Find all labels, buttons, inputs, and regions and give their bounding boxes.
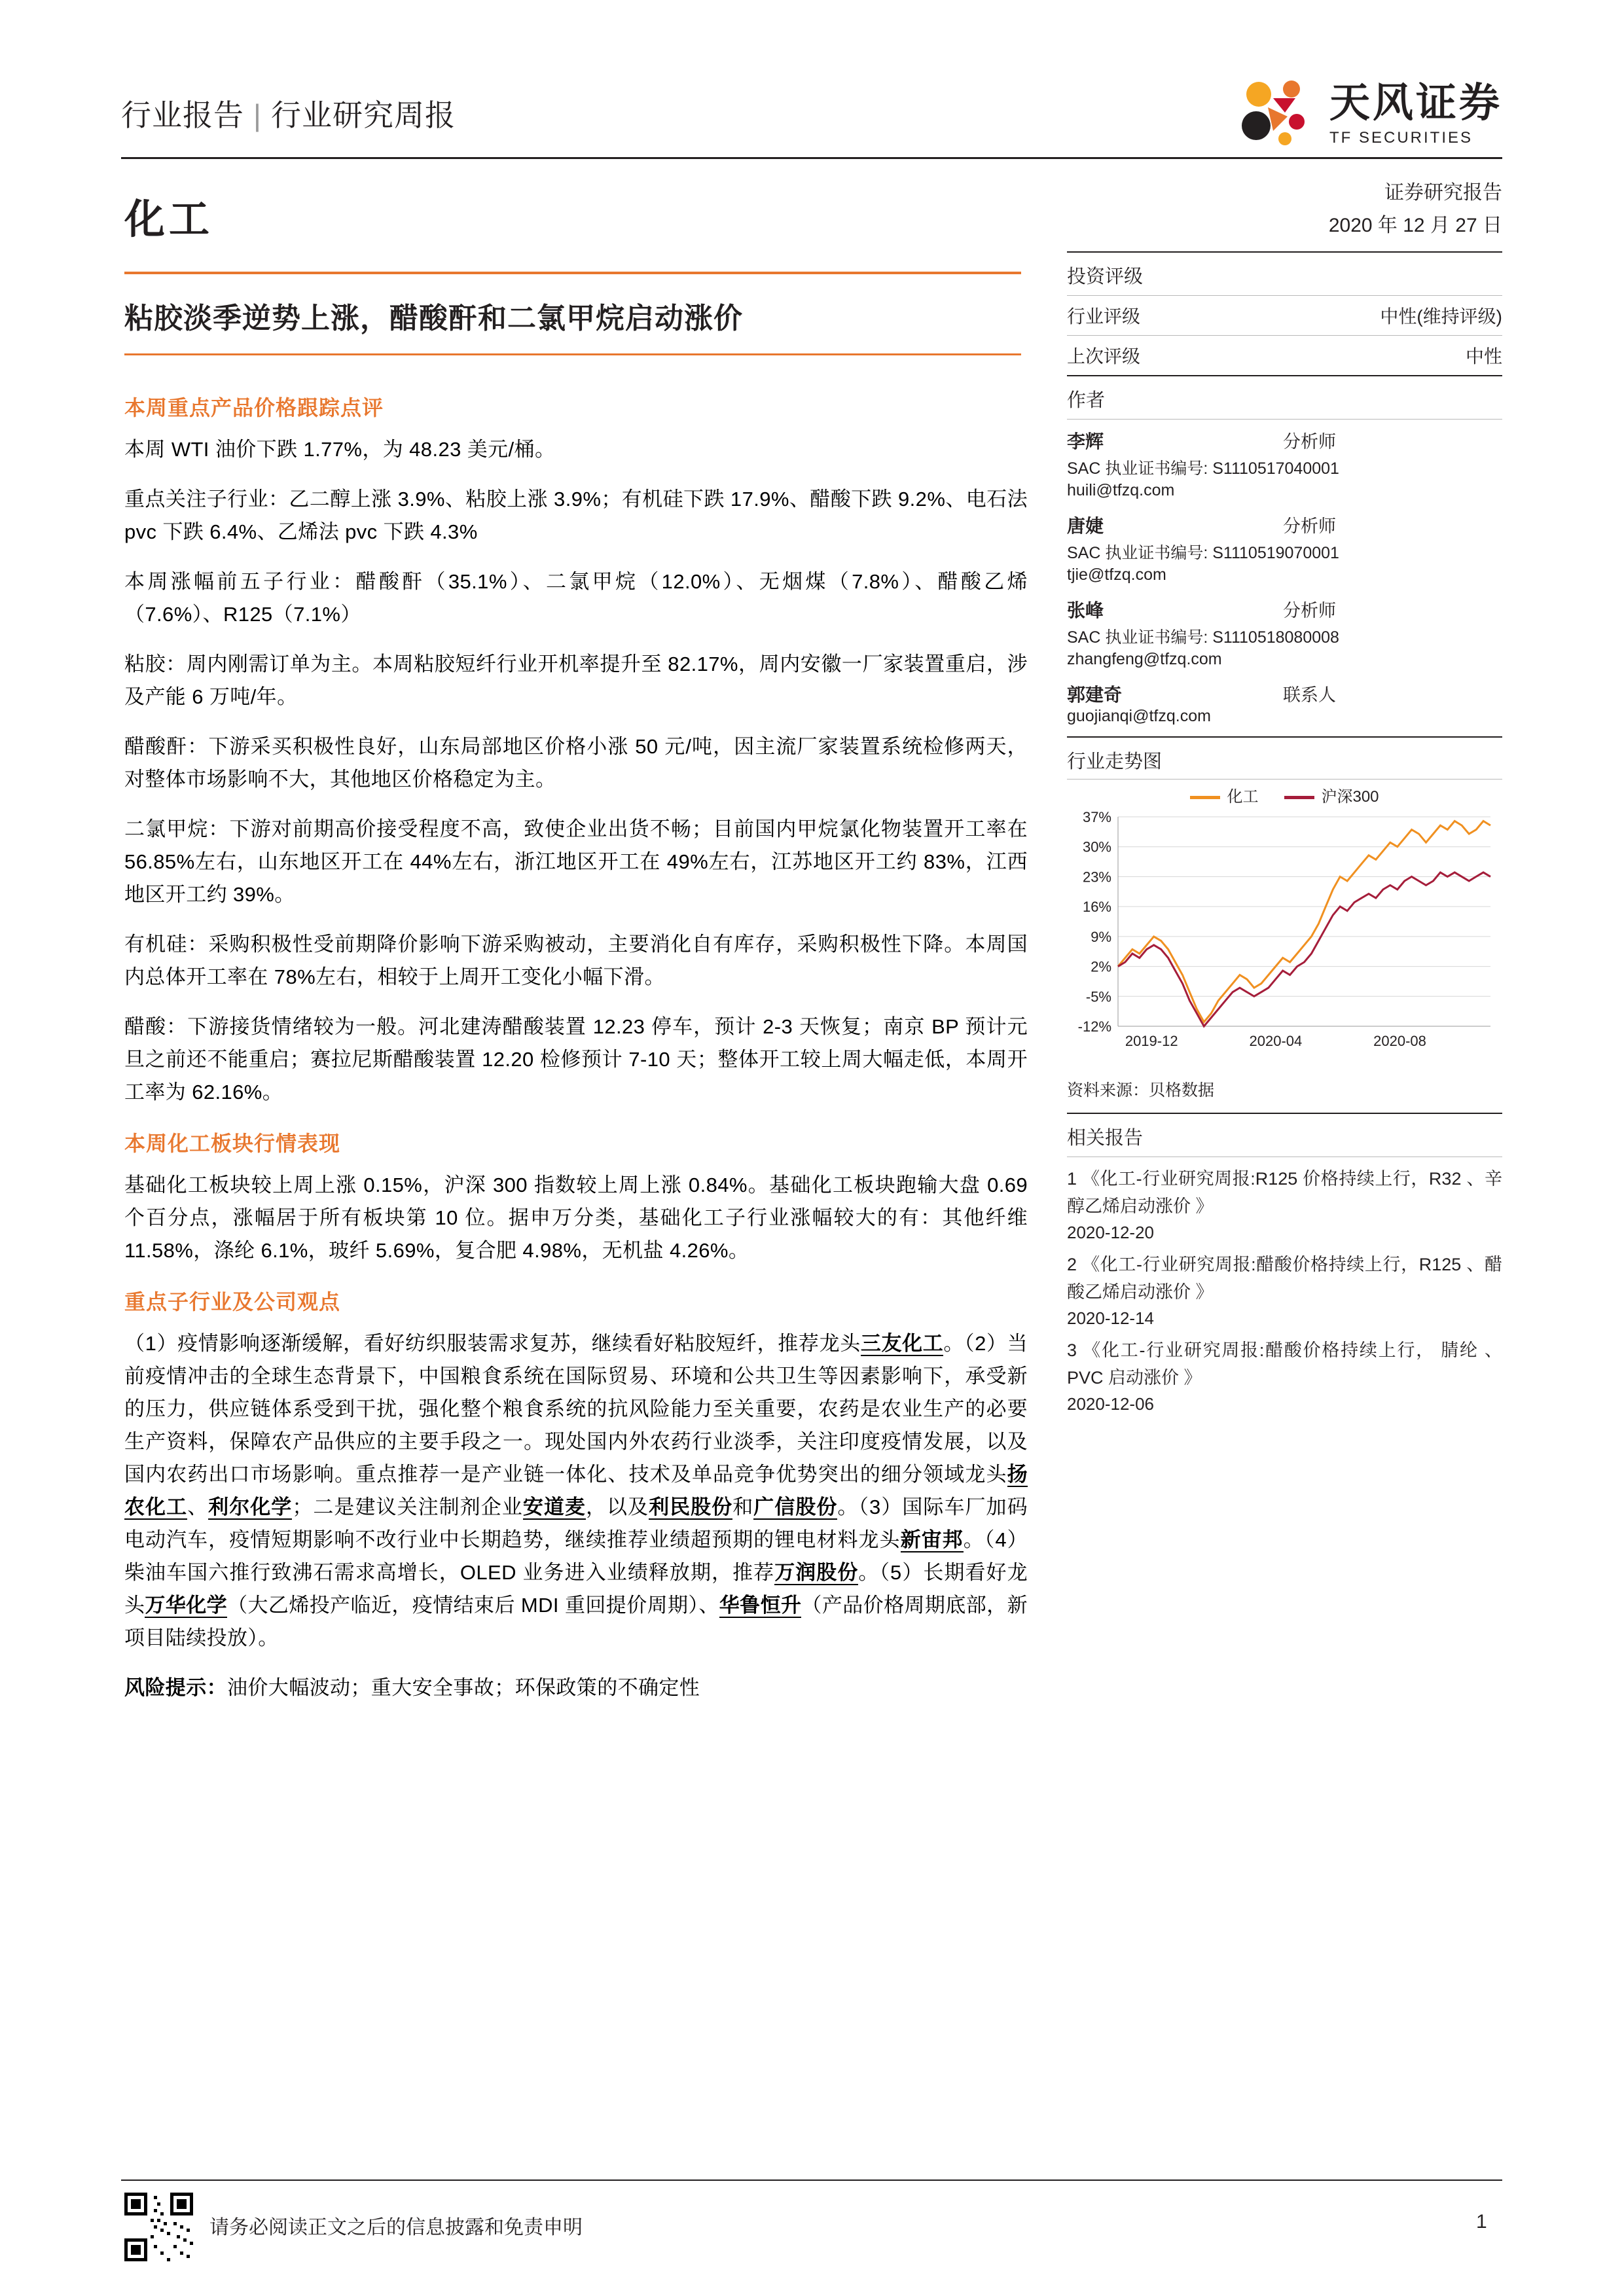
svg-text:2%: 2% [1091, 958, 1111, 975]
related-report-date: 2020-12-06 [1067, 1394, 1154, 1414]
svg-text:9%: 9% [1091, 928, 1111, 945]
section-heading-key-views: 重点子行业及公司观点 [124, 1290, 341, 1314]
authors-section-heading: 作者 [1067, 390, 1106, 411]
report-date: 2020 年 12 月 27 日 [1328, 215, 1502, 236]
analyst-email[interactable]: zhangfeng@tfzq.com [1067, 650, 1222, 668]
logo-mark-icon [1239, 79, 1318, 151]
paragraph-acetic-acid: 醋酸：下游接货情绪较为一般。河北建涛醋酸装置 12.23 停车，预计 2-3 天恢复；南京 BP 预计元旦之前还不能重启；赛拉尼斯醋酸装置 12.20 检修预计 7-10 天；整体开工较上周大幅走低，本周开工率为 62.16%。 [124, 1015, 1028, 1103]
analyst-entry [1067, 588, 1502, 673]
risk-label: 风险提示： [124, 1676, 227, 1699]
svg-text:30%: 30% [1082, 838, 1111, 855]
chart-heading: 行业走势图 [1067, 751, 1163, 772]
analyst-email[interactable]: tjie@tfzq.com [1067, 565, 1166, 584]
related-report-date: 2020-12-20 [1067, 1223, 1154, 1242]
logo-chinese: 天风证券 [1329, 81, 1502, 126]
authors-rule-bottom [1067, 736, 1502, 738]
legend-swatch [1190, 796, 1220, 799]
section-heading-market-performance: 本周化工板块行情表现 [124, 1132, 341, 1155]
paragraph-key-views: （1）疫情影响逐渐缓解，看好纺织服装需求复苏，继续看好粘胶短纤，推荐龙头三友化工。（2）当前疫情冲击的全球生态背景下，中国粮食系统在国际贸易、环境和公共卫生等因素影响下，承受新的压力，供应链体系受到干扰，强化整个粮食系统的抗风险能力至关重要，农药是农业生产的必要生产资料，保障农产品供应的主要手段之一。现处国内外农药行业淡季，关注印度疫情发展，以及国内农药出口市场影响。重点推荐一是产业链一体化、技术及单品竞争优势突出的细分领域龙头扬农化工、利尔化学；二是建议关注制剂企业安道麦，以及利民股份和广信股份。（3）国际车厂加码电动汽车，疫情短期影响不改行业中长期趋势，继续推荐业绩超预期的锂电材料龙头新宙邦。（4）柴油车国六推行致沸石需求高增长，OLED 业务进入业绩释放期，推荐万润股份。（5）长期看好龙头万华化学（大乙烯投产临近，疫情结束后 MDI 重回提价周期）、华鲁恒升（产品价格周期底部，新项目陆续投放）。 [124, 1332, 1028, 1649]
page-number: 1 [1476, 2211, 1487, 2233]
footer-rule [121, 2179, 1502, 2181]
svg-text:37%: 37% [1082, 809, 1111, 825]
paragraph-wti: 本周 WTI 油价下跌 1.77%，为 48.23 美元/桶。 [124, 438, 556, 461]
related-report-text: 1 《化工-行业研究周报:R125 价格持续上行，R32 、辛醇乙烯启动涨价 》 [1067, 1169, 1502, 1216]
analyst-entry [1067, 504, 1502, 588]
related-report-item[interactable] [1067, 1336, 1502, 1414]
paragraph-dichloromethane: 二氯甲烷：下游对前期高价接受程度不高，致使企业出货不畅；目前国内甲烷氯化物装置开工率在 56.85%左右，山东地区开工在 44%左右，浙江地区开工在 49%左右，江苏地区开工约 83%，江西地区开工约 39%。 [124, 817, 1028, 906]
paragraph-risk [124, 1672, 1028, 1704]
chart-legend [1067, 783, 1502, 806]
chart-rule [1067, 779, 1502, 780]
logo-english: TF SECURITIES [1329, 129, 1473, 147]
analyst-email[interactable]: huili@tfzq.com [1067, 481, 1175, 499]
svg-text:2020-08: 2020-08 [1373, 1033, 1426, 1049]
page-header [121, 79, 1502, 151]
related-report-text: 3 《化工-行业研究周报:醋酸价格持续上行， 腈纶 、 PVC 启动涨价 》 [1067, 1340, 1502, 1388]
body-column [124, 380, 1028, 1721]
paragraph-viscose: 粘胶：周内刚需订单为主。本周粘胶短纤行业开机率提升至 82.17%，周内安徽一厂家装置重启，涉及产能 6 万吨/年。 [124, 653, 1028, 708]
header-secondary: 行业研究周报 [270, 98, 456, 132]
analyst-name: 唐婕 [1067, 516, 1104, 536]
svg-text:16%: 16% [1082, 899, 1111, 916]
qr-code-icon [124, 2193, 193, 2261]
reports-rule-top [1067, 1113, 1502, 1114]
legend-item-huagong [1190, 783, 1258, 806]
paragraph-acetic-anhydride: 醋酸酐：下游采买积极性良好，山东局部地区价格小涨 50 元/吨，因主流厂家装置系统检修两天，对整体市场影响不大，其他地区价格稳定为主。 [124, 735, 1028, 791]
analyst-role: 联系人 [1283, 685, 1336, 705]
legend-label: 沪深300 [1321, 788, 1379, 806]
page-title: 化工 [124, 197, 214, 242]
paragraph-top5-gainers: 本周涨幅前五子行业：醋酸酐（35.1%）、二氯甲烷（12.0%）、无烟煤（7.8%）、醋酸乙烯（7.6%）、R125（7.1%） [124, 570, 1028, 626]
rating-row [1067, 336, 1502, 375]
analyst-role: 分析师 [1283, 516, 1336, 536]
industry-trend-chart-block [1067, 747, 1502, 1101]
rating-section-heading: 投资评级 [1067, 266, 1144, 287]
analyst-license: SAC 执业证书编号: S1110519070001 [1067, 544, 1339, 562]
analyst-name: 郭建奇 [1067, 685, 1123, 705]
right-rail [1067, 177, 1502, 1420]
paragraph-market-performance: 基础化工板块较上周上涨 0.15%，沪深 300 指数较上周上涨 0.84%。基础化工板块跑输大盘 0.69 个百分点，涨幅居于所有板块第 10 位。据申万分类，基础化工子行业涨幅较大的有：其他纤维 11.58%，涤纶 6.1%，玻纤 5.69%，复合肥 4.98%，无机盐 4.26%。 [124, 1174, 1028, 1262]
rating-label-industry: 行业评级 [1067, 306, 1141, 327]
risk-text: 油价大幅波动；重大安全事故；环保政策的不确定性 [227, 1676, 700, 1699]
paragraph-focus-subsectors: 重点关注子行业：乙二醇上涨 3.9%、粘胶上涨 3.9%；有机硅下跌 17.9%、醋酸下跌 9.2%、电石法 pvc 下跌 6.4%、乙烯法 pvc 下跌 4.3% [124, 488, 1028, 543]
analyst-name: 张峰 [1067, 600, 1104, 620]
analyst-role: 分析师 [1283, 432, 1336, 452]
svg-text:2019-12: 2019-12 [1125, 1033, 1178, 1049]
legend-swatch [1284, 796, 1314, 799]
related-report-date: 2020-12-14 [1067, 1308, 1154, 1328]
rating-rule-bottom [1067, 375, 1502, 376]
related-report-text: 2 《化工-行业研究周报:醋酸价格持续上行，R125 、醋酸乙烯启动涨价 》 [1067, 1255, 1502, 1302]
company-logo [1239, 79, 1502, 151]
header-separator: | [253, 98, 262, 132]
rating-rule-top [1067, 251, 1502, 253]
related-report-item[interactable] [1067, 1165, 1502, 1243]
legend-label: 化工 [1227, 788, 1259, 806]
related-report-item[interactable] [1067, 1251, 1502, 1329]
header-rule [121, 157, 1502, 159]
chart-source: 资料来源：贝格数据 [1067, 1081, 1215, 1100]
svg-text:2020-04: 2020-04 [1249, 1033, 1303, 1049]
paragraph-silicone: 有机硅：采购积极性受前期降价影响下游采购被动，主要消化自有库存，采购积极性下降。本周国内总体开工率在 78%左右，相较于上周开工变化小幅下滑。 [124, 933, 1028, 988]
title-rule-bottom [124, 353, 1021, 355]
rating-value-previous: 中性 [1465, 346, 1502, 367]
rating-row [1067, 296, 1502, 335]
title-rule-top [124, 272, 1021, 274]
header-primary: 行业报告 [121, 98, 244, 132]
analyst-email[interactable]: guojianqi@tfzq.com [1067, 707, 1211, 725]
section-heading-price-tracking: 本周重点产品价格跟踪点评 [124, 396, 384, 420]
svg-text:-5%: -5% [1085, 988, 1111, 1005]
rating-value-industry: 中性(维持评级) [1380, 306, 1502, 327]
logo-wordmark [1329, 83, 1502, 146]
rating-label-previous: 上次评级 [1067, 346, 1141, 367]
analyst-role: 分析师 [1283, 601, 1336, 620]
report-kind: 证券研究报告 [1384, 182, 1502, 204]
footer-disclaimer: 请务必阅读正文之后的信息披露和免责申明 [209, 2217, 583, 2238]
header-breadcrumb [121, 92, 456, 135]
report-title: 粘胶淡季逆势上涨，醋酸酐和二氯甲烷启动涨价 [124, 302, 743, 334]
analyst-entry [1067, 420, 1502, 504]
analyst-entry [1067, 673, 1502, 730]
analyst-license: SAC 执业证书编号: S1110517040001 [1067, 459, 1339, 478]
analyst-license: SAC 执业证书编号: S1110518080008 [1067, 628, 1339, 647]
analyst-name: 李辉 [1067, 431, 1104, 452]
reports-section-heading: 相关报告 [1067, 1128, 1144, 1149]
svg-text:-12%: -12% [1077, 1018, 1111, 1035]
legend-item-hs300 [1284, 783, 1379, 806]
chart-plot [1067, 808, 1502, 1069]
svg-text:23%: 23% [1082, 869, 1111, 886]
